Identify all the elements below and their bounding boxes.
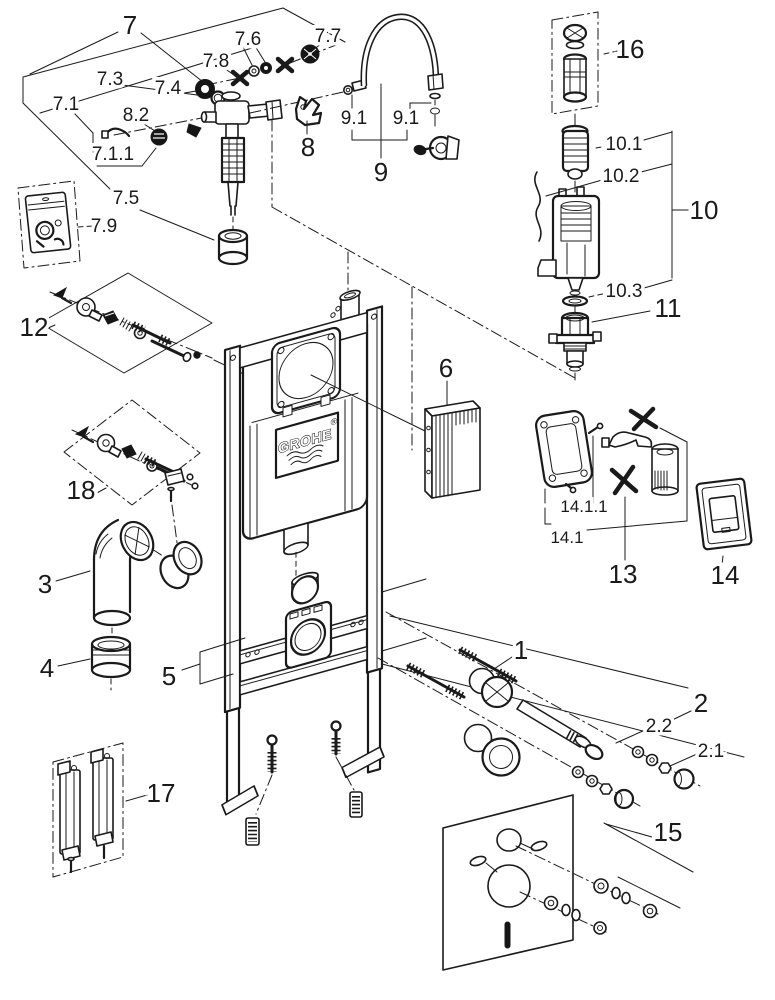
label-7-6: 7.6 — [234, 29, 262, 50]
wc-fixing-set — [378, 612, 744, 808]
label-16: 16 — [615, 34, 645, 64]
label-9-1b: 9.1 — [392, 108, 420, 129]
flush-bend — [56, 516, 210, 690]
label-8-2: 8.2 — [122, 105, 150, 126]
label-14-1: 14.1 — [550, 528, 584, 547]
label-6: 6 — [438, 353, 454, 383]
label-7-1: 7.1 — [52, 94, 80, 115]
label-8: 8 — [300, 132, 316, 162]
label-9: 9 — [373, 157, 389, 187]
support-set-17 — [53, 743, 147, 877]
hose-9 — [344, 17, 459, 159]
label-7-9: 7.9 — [90, 216, 118, 237]
label-7-8: 7.8 — [202, 51, 230, 72]
label-2-2: 2.2 — [645, 716, 673, 737]
label-10-3: 10.3 — [605, 281, 643, 302]
cap-16 — [552, 12, 617, 128]
label-18: 18 — [66, 475, 96, 505]
label-10: 10 — [689, 195, 719, 225]
panel-7-outline — [23, 8, 345, 240]
label-9-1a: 9.1 — [340, 108, 368, 129]
label-7-7: 7.7 — [314, 26, 342, 47]
label-15: 15 — [653, 817, 683, 847]
label-10-2: 10.2 — [602, 166, 640, 187]
label-2: 2 — [693, 688, 709, 718]
label-3: 3 — [37, 569, 53, 599]
registered-mark: ® — [330, 416, 338, 428]
label-7-1-1: 7.1.1 — [91, 144, 135, 165]
label-10-1: 10.1 — [605, 134, 643, 155]
label-5: 5 — [161, 661, 177, 691]
label-7-3: 7.3 — [96, 69, 124, 90]
label-7-4: 7.4 — [154, 78, 182, 99]
label-13: 13 — [608, 559, 638, 589]
label-2-1: 2.1 — [697, 741, 725, 762]
flush-valve — [535, 126, 690, 380]
parts-bag — [18, 181, 93, 268]
label-7: 7 — [122, 10, 138, 40]
label-7-5: 7.5 — [112, 188, 140, 209]
label-14-1-1: 14.1.1 — [560, 497, 608, 516]
installation-frame — [222, 282, 384, 816]
label-12: 12 — [19, 312, 49, 342]
label-4: 4 — [39, 653, 55, 683]
label-14: 14 — [710, 560, 740, 590]
label-1: 1 — [513, 635, 529, 665]
label-11: 11 — [654, 293, 682, 323]
grohe-logo: GROHE — [278, 426, 332, 458]
label-17: 17 — [146, 778, 176, 808]
wall-bracket-set-12 — [40, 273, 250, 377]
